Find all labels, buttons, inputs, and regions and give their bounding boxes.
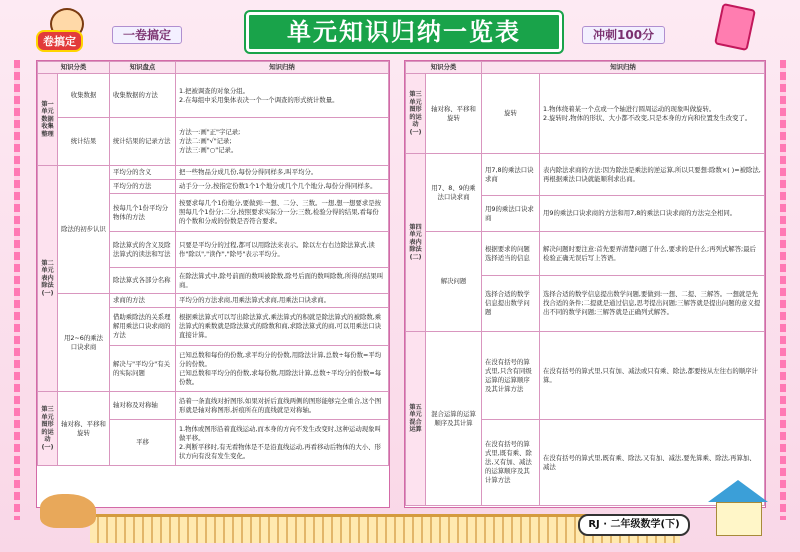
summary-cell: 选择合适的数学信息提出数学问题,要做到:一想、二提、三解答。一想就是先找合适的条件;二提就是通过信息,思考提出问题;三解答就是提出问题的意义提出不同的数学问题;三解答就是正确列式解答。 <box>540 276 765 332</box>
table-row <box>406 154 765 196</box>
house-wall <box>716 502 762 536</box>
point-cell: 根据要求的问题选择适当的信息 <box>482 232 540 276</box>
summary-cell: 方法一:画"正"字记录; 方法二:画"√"记录; 方法三:画"○"记录。 <box>176 118 389 166</box>
table-row <box>38 166 389 180</box>
table-header-row <box>38 62 389 74</box>
left-panel <box>36 60 390 508</box>
topic-cell: 轴对称、平移和旋转 <box>426 74 482 154</box>
right-table <box>405 61 765 506</box>
point-cell: 解决与"平均分"有关的实际问题 <box>110 346 176 392</box>
summary-cell: 在除法算式中,除号前面的数叫被除数,除号后面的数叫除数,所得的结果叫商。 <box>176 268 389 294</box>
table-header-row <box>406 62 765 74</box>
point-cell: 求商的方法 <box>110 294 176 308</box>
summary-cell: 按要求每几个1份地分,要做到:一想、二分、三数。一想,想一想要求是按照每几个1份分;二分,按照要求实际分一分;三数,检验分得的结果,看每份的个数和分成的份数是否符合要求。 <box>176 194 389 232</box>
point-cell: 平均分的方法 <box>110 180 176 194</box>
point-cell: 轴对称及对称轴 <box>110 392 176 420</box>
header <box>0 0 800 56</box>
right-border <box>780 60 786 520</box>
brand-logo <box>30 6 102 54</box>
summary-cell: 沿着一条直线对折图形,如果对折后直线两侧的图形能够完全重合,这个图形就是轴对称图形,折痕所在的直线就是对称轴。 <box>176 392 389 420</box>
point-cell: 统计结果的记录方法 <box>110 118 176 166</box>
left-border <box>14 60 20 520</box>
point-cell: 除法算式的含义及除法算式的读法和写法 <box>110 232 176 268</box>
table-row <box>406 332 765 420</box>
point-cell: 旋转 <box>482 74 540 154</box>
grade-tag: RJ · 二年级数学(下) <box>578 514 690 536</box>
page-title: 单元知识归纳一览表 <box>246 12 562 52</box>
house-icon <box>708 480 768 536</box>
summary-cell: 平均分的方法求商,用乘法算式求商,用乘法口诀求商。 <box>176 294 389 308</box>
summary-cell: 只要是平均分的过程,都可以用除法来表示。除以左右右边除法算式,读作"除以","读作","除号"表示平均分。 <box>176 232 389 268</box>
summary-cell: 表内除法求商的方法:因为除法是乘法的逆运算,所以只要想:除数×( )=被除法,再根据乘法口诀就能顺利求出商。 <box>540 154 765 196</box>
point-cell: 除法算式各部分名称 <box>110 268 176 294</box>
table-row <box>38 294 389 308</box>
unit-label: 第三单元 图形的运动(一) <box>406 74 426 154</box>
topic-cell: 解决问题 <box>426 232 482 332</box>
table-row <box>38 74 389 118</box>
point-cell: 按每几个1份平均分物体的方法 <box>110 194 176 232</box>
summary-cell: 用9的乘法口诀求商的方法和用7,8的乘法口诀求商的方法完全相同。 <box>540 196 765 232</box>
point-cell: 平移 <box>110 420 176 466</box>
topic-cell: 收集数据 <box>58 74 110 118</box>
topic-cell: 轴对称、平移和旋转 <box>58 392 110 466</box>
summary-cell: 1.物体绕着某一个点或一个轴进行圆周运动的现象叫做旋转。 2.旋转时,物体的形状、大小都不改变,只是本身的方向和位置发生改变了。 <box>540 74 765 154</box>
summary-cell: 1.物体或图形沿着直线运动,而本身的方向不发生改变时,这种运动现象叫做平移。 2.判断平移时,有无看物体是不是沿直线运动,再看移动后物体的大小、形状方向有没有发生变化。 <box>176 420 389 466</box>
point-cell: 在没有括号的算式里,既有乘、除法,又有加、减法的运算顺序及其计算方法 <box>482 420 540 506</box>
unit-label: 第二单元 表内除法(一) <box>38 166 58 392</box>
unit-label: 第一单元 数据收集整理 <box>38 74 58 166</box>
table-row <box>38 118 389 166</box>
logo-badge: 卷搞定 <box>36 30 83 52</box>
summary-cell: 在没有括号的算式里,只有加、减法或只有乘、除法,都要按从左往右的顺序计算。 <box>540 332 765 420</box>
left-ribbon: 一卷搞定 <box>112 26 182 44</box>
point-cell: 收集数据的方法 <box>110 74 176 118</box>
table-row <box>406 232 765 276</box>
summary-cell: 已知总数和每份的份数,求平均分的份数,用除法计算,总数÷每份数=平均分的份数。 已知总数和平均分的份数,求每份数,用除法计算,总数÷平均分的份数=每份数。 <box>176 346 389 392</box>
header-summary: 知识归纳 <box>176 62 389 74</box>
header-summary: 知识归纳 <box>482 62 765 74</box>
summary-cell: 1.把被调查的对象分组。 2.在每组中采用集体表决一个一个调查的形式统计数量。 <box>176 74 389 118</box>
topic-cell: 混合运算的运算顺序及其计算 <box>426 332 482 506</box>
summary-cell: 解决问题时要注意:首先要弄清楚问题了什么,要求的是什么;再列式解答;最后检验正确无误后写上答语。 <box>540 232 765 276</box>
dog-icon <box>40 494 96 528</box>
summary-cell: 在没有括号的算式里,既有乘、除法,又有加、减法,要先算乘、除法,再算加、减法 <box>540 420 765 506</box>
table-row <box>38 392 389 420</box>
header-category: 知识分类 <box>38 62 110 74</box>
point-cell: 在没有括号的算式里,只含有同级运算的运算顺序及其计算方法 <box>482 332 540 420</box>
point-cell: 用9的乘法口诀求商 <box>482 196 540 232</box>
book-icon <box>714 3 756 51</box>
house-roof <box>708 480 768 502</box>
header-category: 知识分类 <box>406 62 482 74</box>
point-cell: 借助乘除法的关系理解用乘法口诀求商的方法 <box>110 308 176 346</box>
header-point: 知识盘点 <box>110 62 176 74</box>
right-ribbon: 冲刺100分 <box>582 26 665 44</box>
left-table <box>37 61 389 466</box>
unit-label: 第四单元 表内除法(二) <box>406 154 426 332</box>
summary-cell: 把一些物品分成几份,每份分得同样多,叫平均分。 <box>176 166 389 180</box>
topic-cell: 用7、8、9的乘法口诀求商 <box>426 154 482 232</box>
summary-cell: 动手分一分,按指定份数1个1个地分或几个几个地分,每份分得同样多。 <box>176 180 389 194</box>
right-panel <box>404 60 766 508</box>
topic-cell: 用2~6的乘法口诀求商 <box>58 294 110 392</box>
topic-cell: 统计结果 <box>58 118 110 166</box>
point-cell: 平均分的含义 <box>110 166 176 180</box>
point-cell: 选择合适的数学信息提出数学问题 <box>482 276 540 332</box>
summary-cell: 根据乘法算式可以写出除法算式,乘法算式的积就是除法算式的被除数,乘法算式的乘数就是除法算式的除数和商,求除法算式的商,可以用乘法口诀直接计算。 <box>176 308 389 346</box>
table-row <box>406 74 765 154</box>
point-cell: 用7,8的乘法口诀求商 <box>482 154 540 196</box>
unit-label: 第五单元 混合运算 <box>406 332 426 506</box>
unit-label: 第三单元 图形的运动(一) <box>38 392 58 466</box>
topic-cell: 除法的初步认识 <box>58 166 110 294</box>
